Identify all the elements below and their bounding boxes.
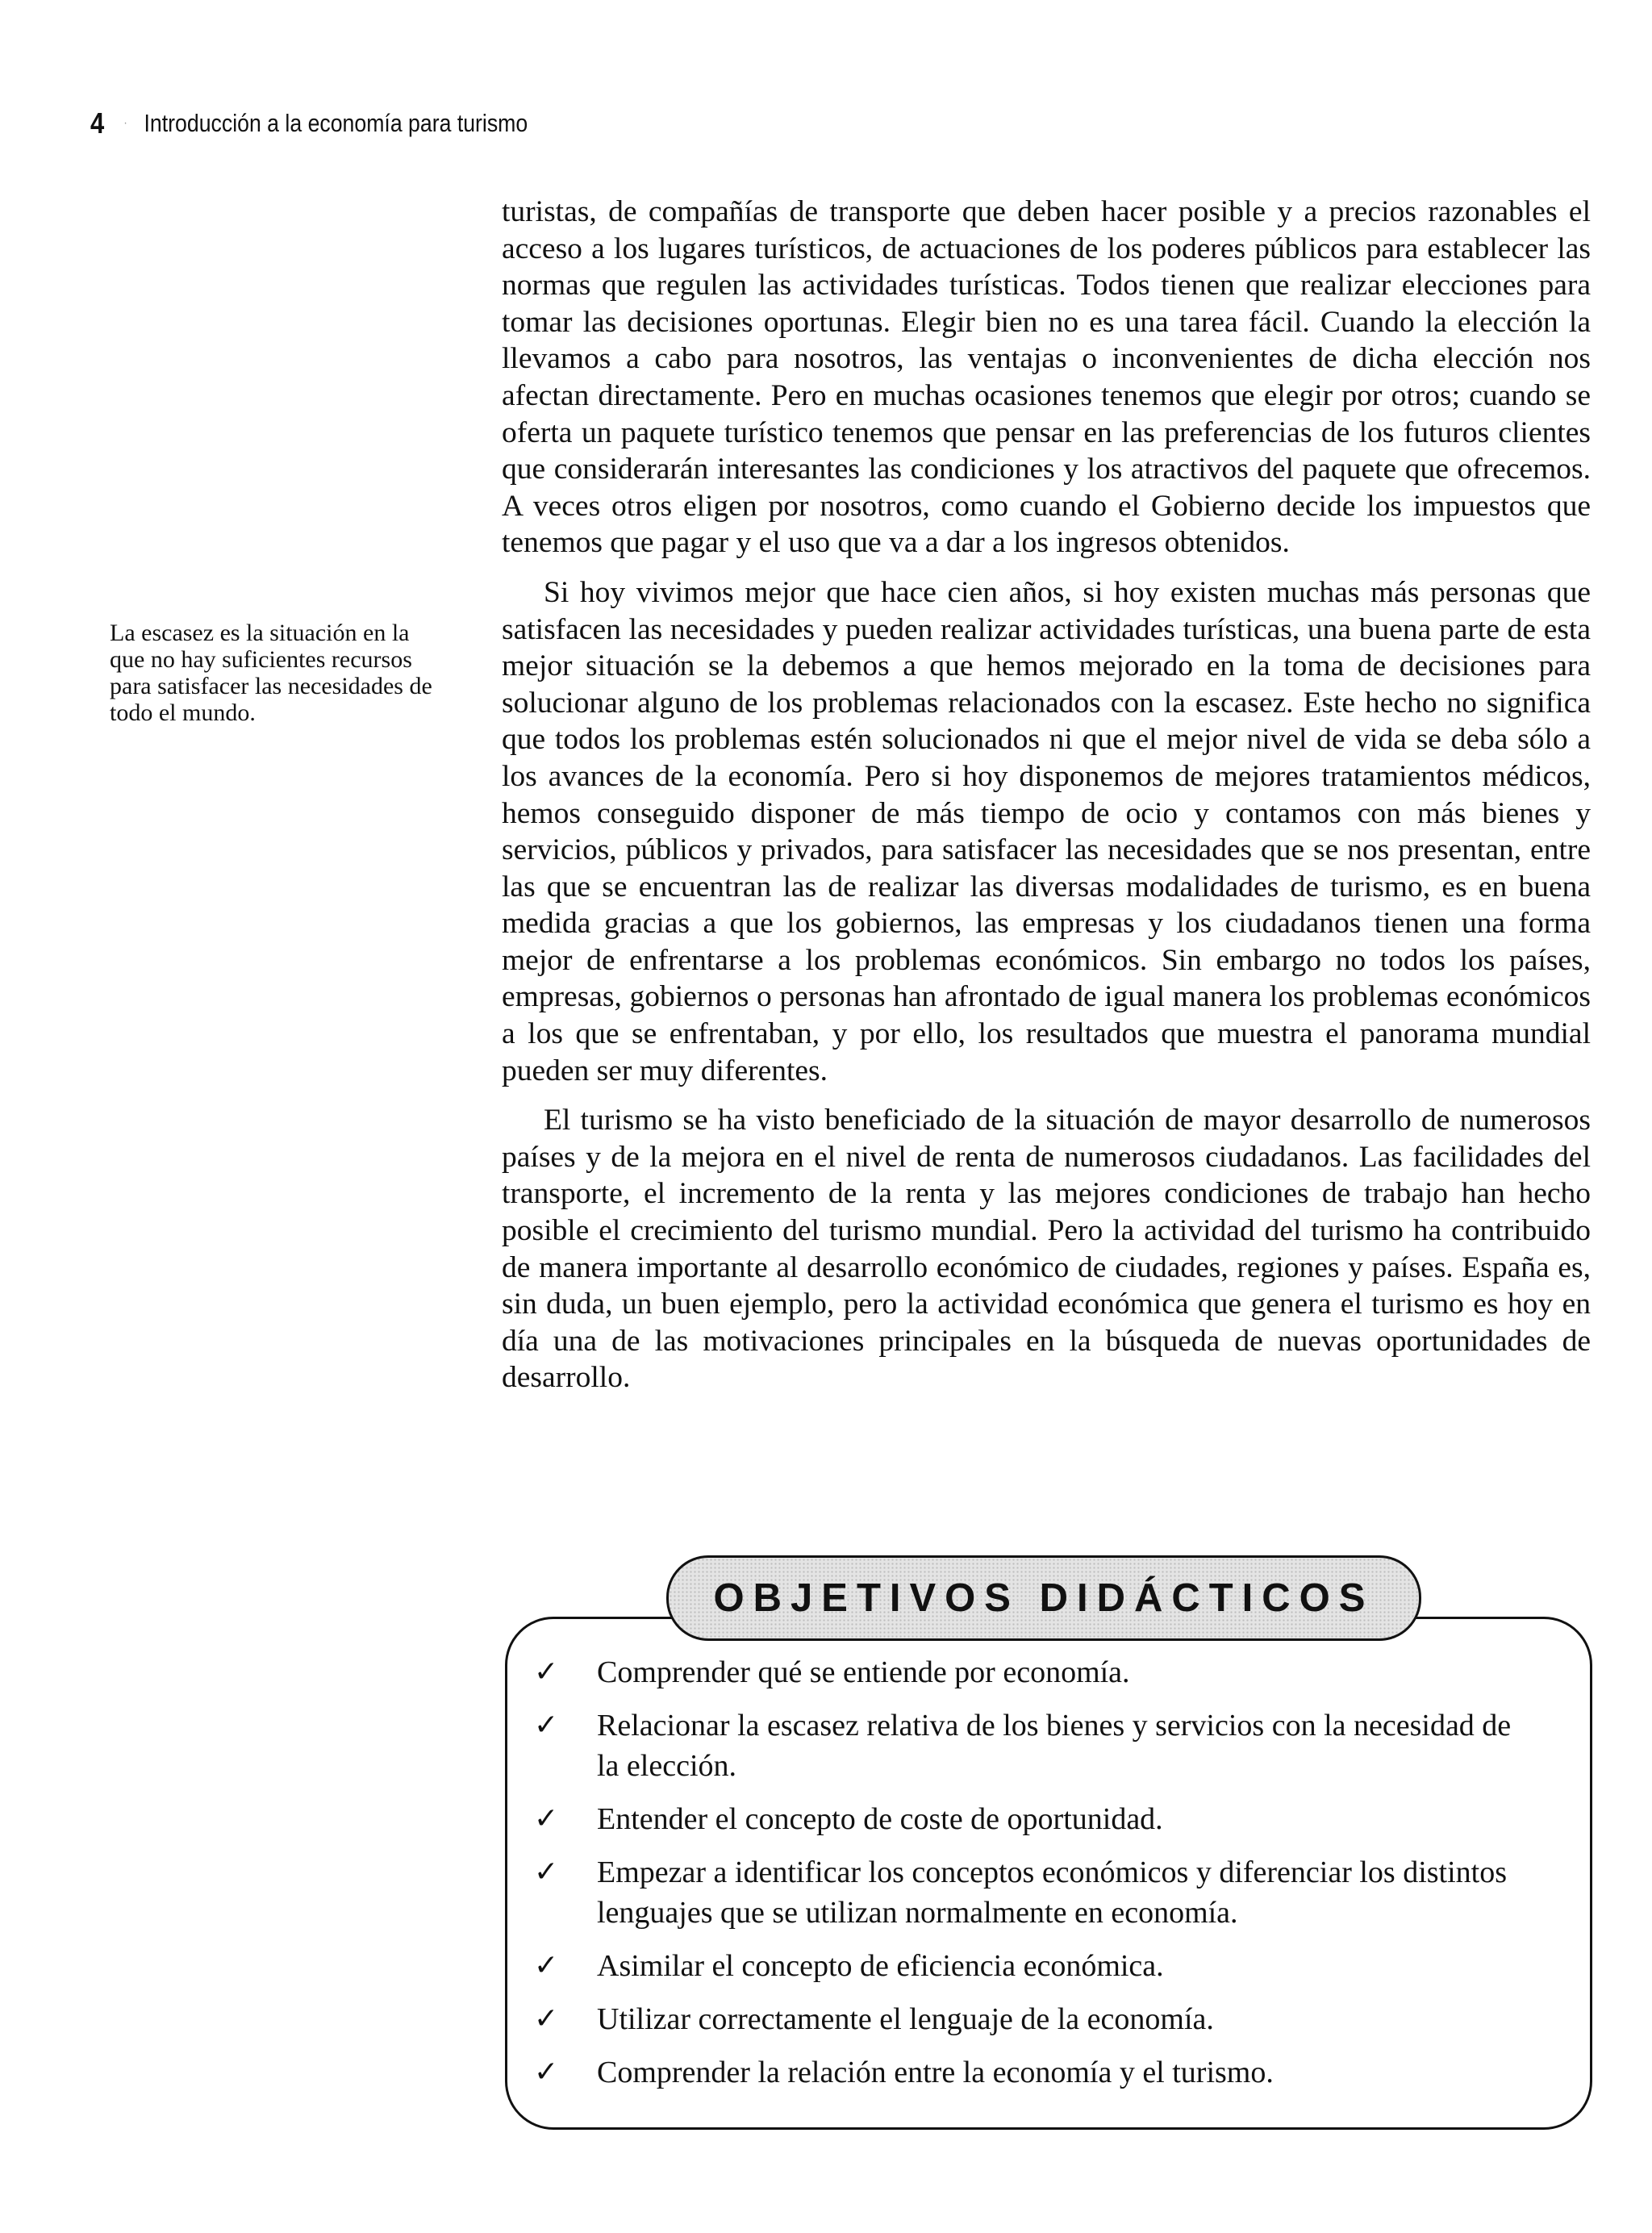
running-title: Introducción a la economía para turismo	[144, 109, 528, 137]
objective-item	[534, 1705, 1566, 1786]
objective-text: Relacionar la escasez relativa de los bienes y servicios con la necesidad de la elección.	[597, 1709, 1512, 1783]
check-icon: ✓	[534, 2002, 559, 2035]
objective-item	[534, 1799, 1566, 1839]
objective-item	[534, 2052, 1566, 2093]
page-number: 4	[90, 106, 105, 140]
objective-text: Empezar a identificar los conceptos económicos y diferenciar los distintos lenguajes que se utilizan normalmente en economía.	[597, 1855, 1508, 1930]
check-icon: ✓	[534, 1855, 559, 1889]
paragraph-3: El turismo se ha visto beneficiado de la situación de mayor desarrollo de numerosos países y de la mejora en el nivel de renta de numerosos ciudadanos. Las facilidades del transporte, el incremento de la renta y las mejores condiciones de trabajo han hecho posible el crecimiento del turismo mundial. Pero la actividad del turismo ha contribuido de manera importante al desarrollo económico de ciudades, regiones y países. España es, sin duda, un buen ejemplo, pero la actividad económica que genera el turismo es hoy en día una de las motivaciones principales en la búsqueda de nuevas oportunidades de desarrollo.	[502, 1104, 1591, 1395]
objective-item	[534, 1999, 1566, 2039]
objective-text: Asimilar el concepto de eficiencia económica.	[597, 1949, 1164, 1983]
check-icon: ✓	[534, 2056, 559, 2089]
check-icon: ✓	[534, 1709, 559, 1742]
check-icon: ✓	[534, 1655, 559, 1688]
check-icon: ✓	[534, 1802, 559, 1835]
objective-text: Comprender la relación entre la economía y el turismo.	[597, 2056, 1274, 2089]
objectives-title: OBJETIVOS DIDÁCTICOS	[666, 1555, 1421, 1641]
paragraph-2: Si hoy vivimos mejor que hace cien años, si hoy existen muchas más personas que satisfacen las necesidades y pueden realizar actividades turísticas, una buena parte de esta mejor situación se la debemos a que hemos mejorado en la toma de decisiones para solucionar alguno de los problemas relacionados con la escasez. Este hecho no significa que todos los problemas estén solucionados ni que el mejor nivel de vida se deba sólo a los avances de la economía. Pero si hoy disponemos de mejores tratamientos médicos, hemos conseguido disponer de más tiempo de ocio y contamos con más bienes y servicios, públicos y privados, para satisfacer las necesidades que se nos presentan, entre las que se encuentran las de realizar las diversas modalidades de turismo, es en buena medida gracias a que los gobiernos, las empresas y los ciudadanos tienen una forma mejor de enfrentarse a los problemas económicos. Sin embargo no todos los países, empresas, gobiernos o personas han afrontado de igual manera los problemas económicos a los que se enfrentaban, y por ello, los resultados que muestra el panorama mundial pueden ser muy diferentes.	[502, 575, 1591, 1087]
header-separator: ·	[123, 116, 127, 130]
objective-item	[534, 1652, 1566, 1692]
running-header	[90, 103, 528, 144]
objective-item	[534, 1946, 1566, 1986]
objective-text: Utilizar correctamente el lenguaje de la economía.	[597, 2002, 1214, 2036]
paragraph-1: turistas, de compañías de transporte que deben hacer posible y a precios razonables el acceso a los lugares turísticos, de actuaciones de los poderes públicos para establecer las normas que regulen las actividades turísticas. Todos tienen que realizar elecciones para tomar las decisiones oportunas. Elegir bien no es una tarea fácil. Cuando la elección la llevamos a cabo para nosotros, las ventajas o inconvenientes de dicha elección nos afectan directamente. Pero en muchas ocasiones tenemos que elegir por otros; cuando se oferta un paquete turístico tenemos que pensar en las preferencias de los futuros clientes que considerarán interesantes las condiciones y los atractivos del paquete que ofrecemos. A veces otros eligen por nosotros, como cuando el Gobierno decide los impuestos que tenemos que pagar y el uso que va a dar a los ingresos obtenidos.	[502, 195, 1591, 560]
objective-text: Entender el concepto de coste de oportunidad.	[597, 1802, 1163, 1836]
margin-note: La escasez es la situación en la que no hay suficientes recursos para satisfacer las necesidades de todo el mundo.	[110, 620, 432, 726]
check-icon: ✓	[534, 1949, 559, 1982]
objective-text: Comprender qué se entiende por economía.	[597, 1655, 1130, 1689]
main-text	[502, 194, 1591, 1396]
objectives-list	[534, 1652, 1566, 2106]
objective-item	[534, 1852, 1566, 1933]
